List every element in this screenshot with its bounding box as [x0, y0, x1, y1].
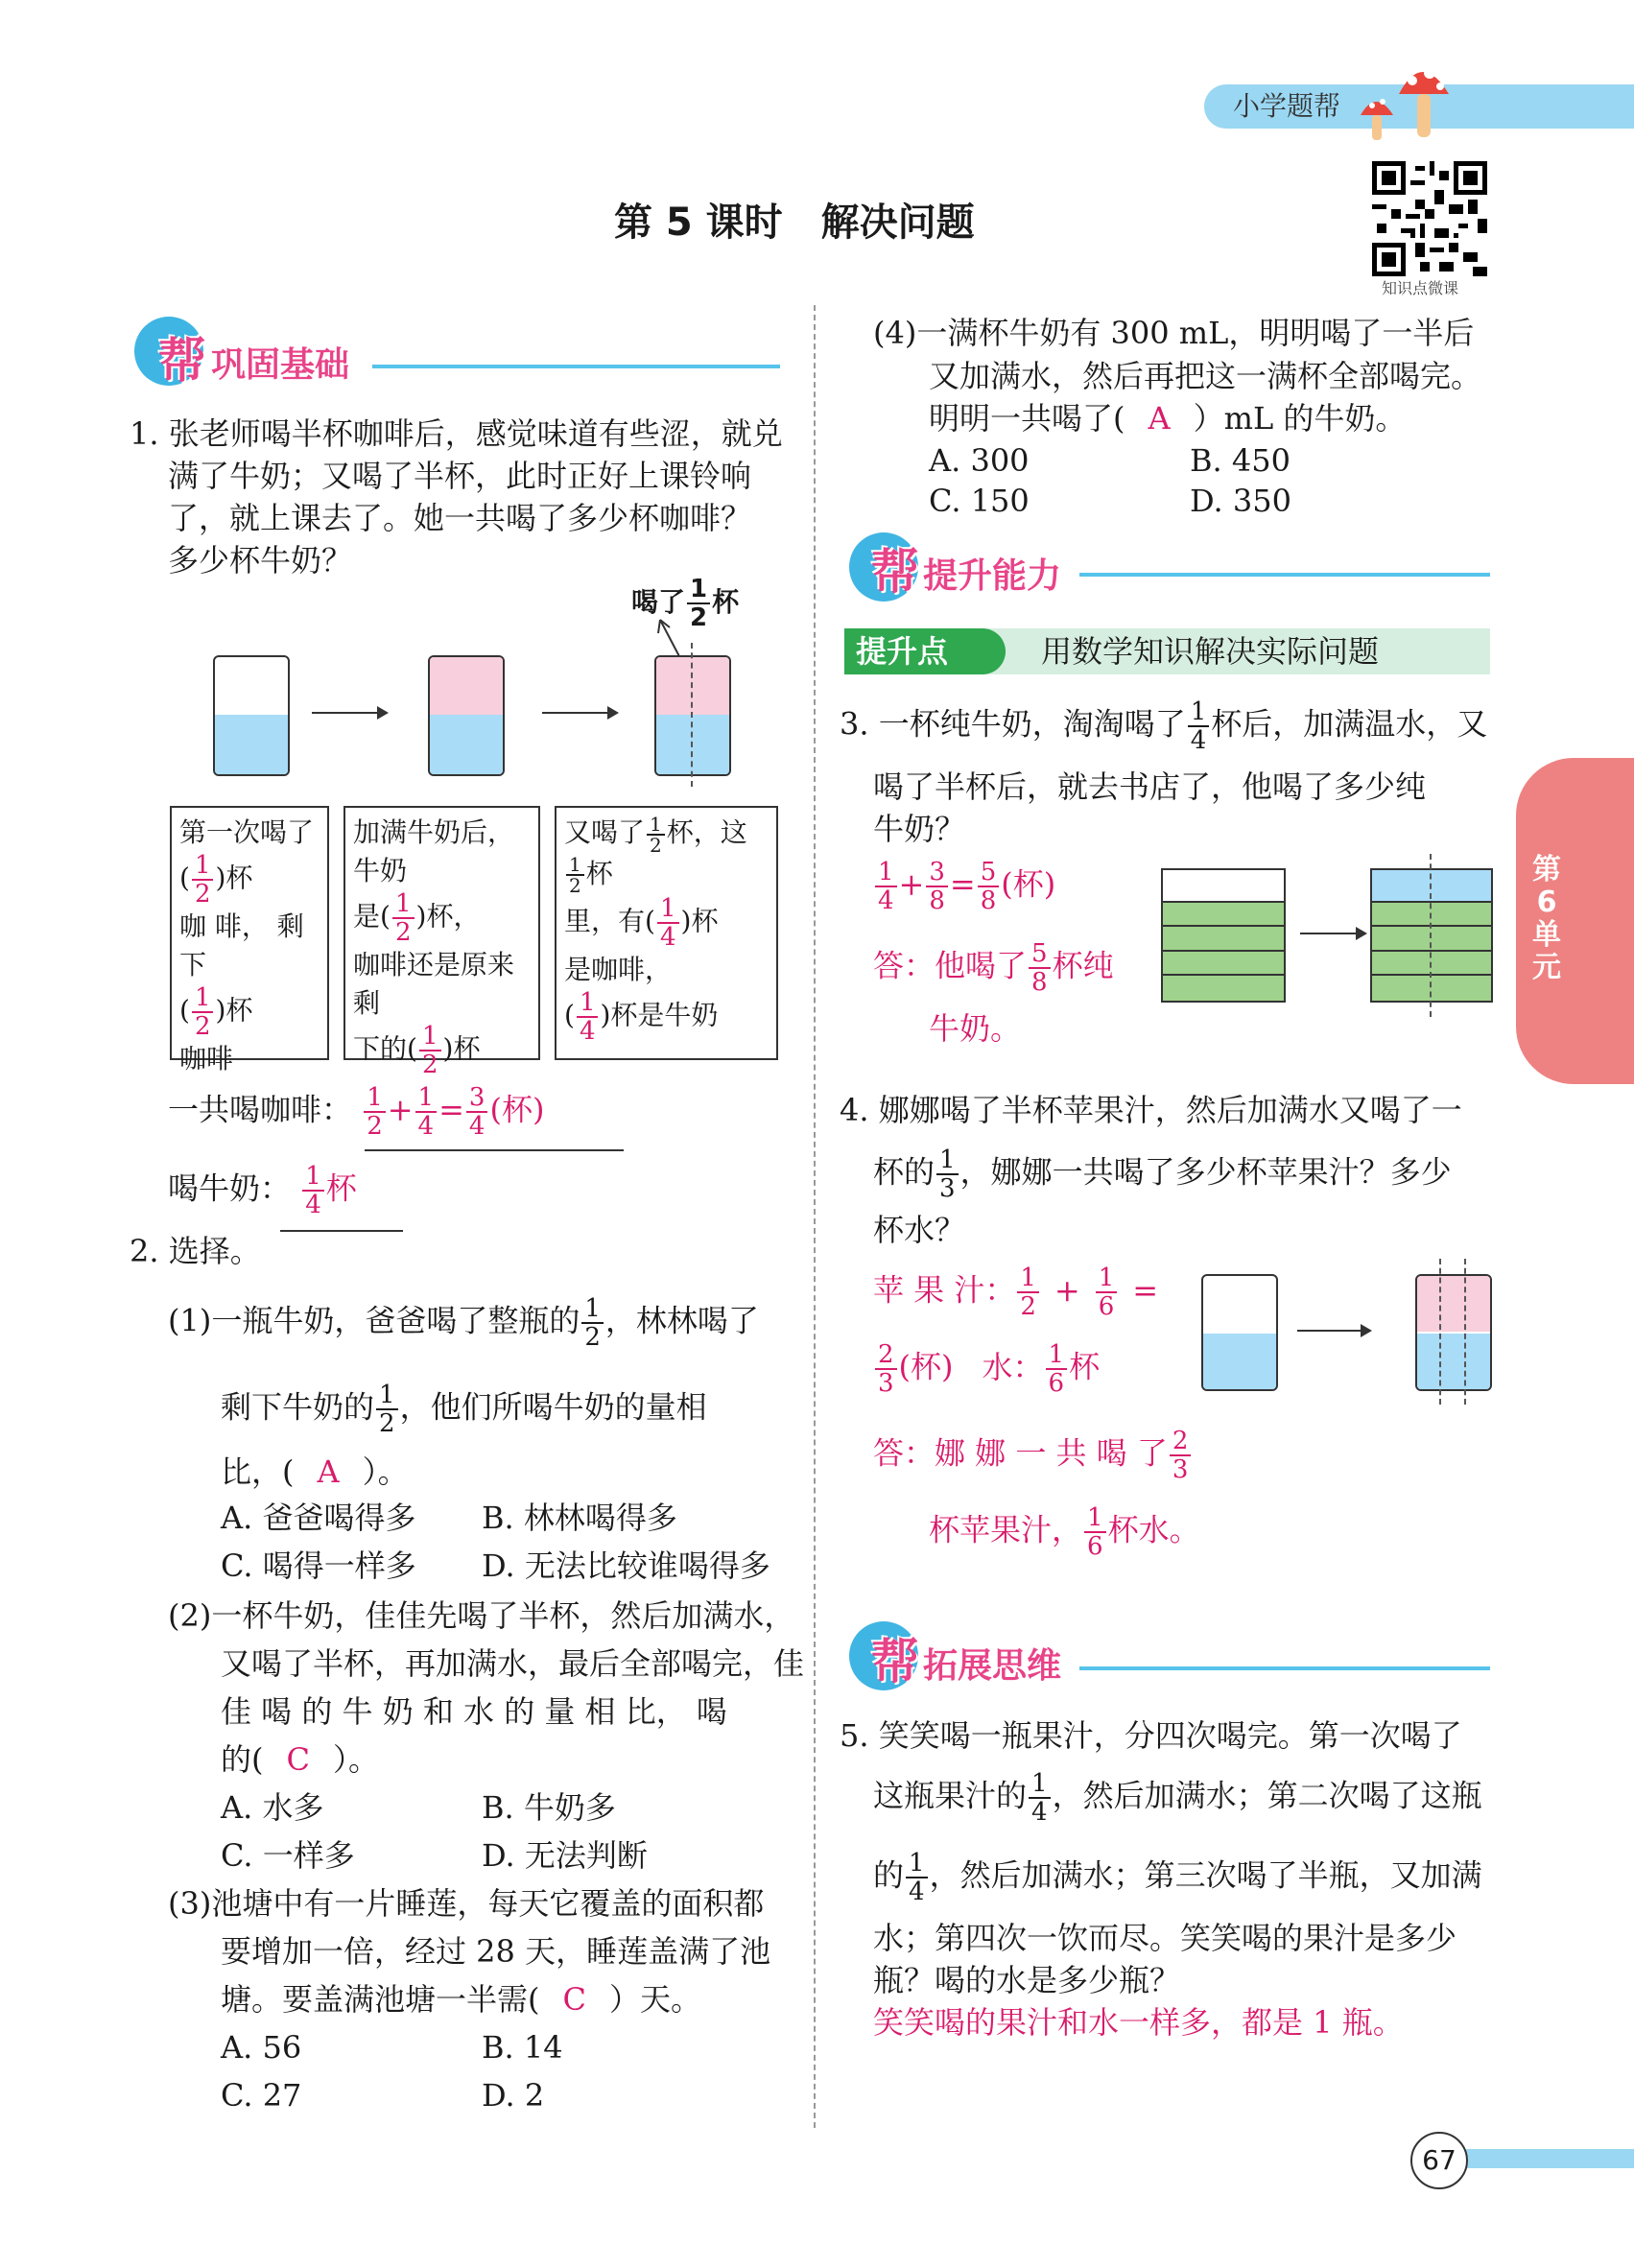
- q4-line: 4. 娜娜喝了半杯苹果汁，然后加满水又喝了一: [840, 1092, 1462, 1128]
- q3-line: 牛奶？: [873, 811, 966, 847]
- section-title-consolidate: 巩固基础: [211, 345, 350, 385]
- arrow: [1297, 1330, 1370, 1332]
- cup-drank-half: [654, 655, 731, 776]
- q2-p2-line: 又喝了半杯，再加满水，最后全部喝完，佳: [221, 1645, 805, 1682]
- arrow: [312, 712, 387, 714]
- q5-line: 水；第四次一饮而尽。笑笑喝的果汁是多少: [873, 1920, 1457, 1956]
- q2-p2-line: 佳 喝 的 牛 奶 和 水 的 量 相 比， 喝: [221, 1693, 727, 1730]
- explain-box-2: 加满牛奶后，牛奶 是( $\frac{1}{2}$ )杯， 咖啡还是原来剩 下的( $\frac{1}{2}$ )杯: [343, 806, 540, 1060]
- section-title-improve: 提升能力: [923, 556, 1062, 596]
- q5-answer: 笑笑喝的果汁和水一样多，都是 1 瓶。: [873, 2004, 1404, 2041]
- split-line: [1430, 854, 1432, 1017]
- option: B. 林林喝得多: [482, 1500, 677, 1536]
- mushroom-icon: [1343, 56, 1468, 147]
- q3-line: 3. 一杯纯牛奶，淘淘喝了 $\frac{1}{4}$ 杯后，加满温水，又: [840, 697, 1488, 755]
- q2-title: 2. 选择。: [130, 1233, 261, 1269]
- column-divider: [814, 305, 816, 2128]
- juice-cup-after: [1415, 1274, 1492, 1391]
- q2-p1-line: 比，( A ）。: [221, 1453, 409, 1490]
- section-bang: 帮: [158, 333, 206, 389]
- section-title-expand: 拓展思维: [923, 1646, 1062, 1686]
- q1-line: 1. 张老师喝半杯咖啡后，感觉味道有些涩，就兑: [130, 415, 783, 452]
- q5-line: 的 $\frac{1}{4}$ ，然后加满水；第三次喝了半瓶，又加满: [873, 1849, 1482, 1906]
- option: C. 150: [929, 483, 1030, 519]
- unit-tab-label: 第 6 单 元: [1532, 853, 1561, 984]
- q2-p3-line: (3)池塘中有一片睡莲，每天它覆盖的面积都: [168, 1885, 765, 1922]
- q2-p3-line: 要增加一倍，经过 28 天，睡莲盖满了池: [221, 1933, 771, 1970]
- q2-p4-line: 明明一共喝了( A ）mL 的牛奶。: [929, 400, 1407, 437]
- q2-p4-line: (4)一满杯牛奶有 300 mL，明明喝了一半后: [873, 315, 1475, 351]
- qr-caption: 知识点微课: [1382, 279, 1459, 297]
- option: A. 爸爸喝得多: [221, 1500, 416, 1536]
- cup-coffee-half: [213, 655, 290, 776]
- option: A. 56: [221, 2029, 302, 2066]
- section-bang: 帮: [871, 544, 919, 600]
- option: B. 450: [1190, 442, 1291, 479]
- q5-line: 5. 笑笑喝一瓶果汁，分四次喝完。第一次喝了: [840, 1717, 1462, 1754]
- tisheng-text: 用数学知识解决实际问题: [1041, 633, 1380, 670]
- q1-line: 了，就上课去了。她一共喝了多少杯咖啡？: [168, 500, 752, 536]
- q5-line: 这瓶果汁的 $\frac{1}{4}$ ，然后加满水；第二次喝了这瓶: [873, 1769, 1482, 1827]
- page-title: 第 5 课时 解决问题: [614, 201, 975, 245]
- section-line: [372, 365, 780, 368]
- option: B. 14: [482, 2029, 563, 2066]
- q4-juice-eq: 苹 果 汁： $\frac{1}{2}$ + $\frac{1}{6}$ =: [873, 1264, 1159, 1321]
- option: B. 牛奶多: [482, 1789, 616, 1826]
- brand-label: 小学题帮: [1233, 90, 1341, 122]
- option: A. 水多: [221, 1789, 324, 1826]
- split-line: [1439, 1259, 1441, 1405]
- q2-p2-line: (2)一杯牛奶，佳佳先喝了半杯，然后加满水，: [168, 1597, 795, 1634]
- milk-diagram-after: [1370, 868, 1493, 1003]
- q1-line: 多少杯牛奶？: [168, 542, 353, 579]
- q3-line: 喝了半杯后，就去书店了，他喝了多少纯: [873, 768, 1427, 805]
- total-coffee-row: 一共喝咖啡： $\frac{1}{2}$ + $\frac{1}{4}$ = $\frac{3}{4}$ (杯): [168, 1083, 545, 1141]
- footer-bar: [1439, 2149, 1634, 2168]
- q2-p3-line: 塘。要盖满池塘一半需( C ）天。: [221, 1981, 701, 2018]
- split-line: [1464, 1259, 1466, 1405]
- q3-equation: $\frac{1}{4}$ + $\frac{3}{8}$ = $\frac{5}{8}$ (杯): [873, 859, 1055, 914]
- drank-half-label: 喝了 $\frac{1}{2}$ 杯: [631, 575, 740, 632]
- option: C. 喝得一样多: [221, 1547, 416, 1584]
- option: D. 350: [1190, 483, 1291, 519]
- q4-answer: 杯苹果汁， $\frac{1}{6}$ 杯水。: [929, 1503, 1200, 1561]
- qr-code[interactable]: [1372, 161, 1487, 276]
- q3-answer: 牛奶。: [929, 1010, 1022, 1047]
- q5-line: 瓶？喝的水是多少瓶？: [873, 1962, 1181, 1998]
- milk-diagram-before: [1161, 868, 1286, 1003]
- cup-milk-filled: [428, 655, 505, 776]
- q1-line: 满了牛奶；又喝了半杯，此时正好上课铃响: [168, 458, 752, 494]
- q4-juice-result: $\frac{2}{3}$ (杯) 水： $\frac{1}{6}$ 杯: [873, 1341, 1100, 1397]
- juice-cup-before: [1201, 1274, 1278, 1391]
- milk-row: 喝牛奶： $\frac{1}{4}$ 杯: [168, 1162, 357, 1219]
- section-line: [1079, 1666, 1490, 1670]
- q4-answer: 答：娜 娜 一 共 喝 了 $\frac{2}{3}$: [873, 1428, 1193, 1483]
- option: D. 2: [482, 2077, 545, 2114]
- q4-line: 杯水？: [873, 1212, 966, 1248]
- section-bang: 帮: [871, 1634, 919, 1689]
- q2-p1-line: (1)一瓶牛奶，爸爸喝了整瓶的 $\frac{1}{2}$ ，林林喝了: [168, 1294, 759, 1352]
- q3-answer: 答：他喝了 $\frac{5}{8}$ 杯纯: [873, 939, 1114, 997]
- option: C. 一样多: [221, 1837, 355, 1874]
- arrow: [542, 712, 617, 714]
- answer-underline: [365, 1149, 624, 1151]
- page-number: 67: [1410, 2132, 1468, 2189]
- explain-box-3: 又喝了 $\frac{1}{2}$ 杯，这 $\frac{1}{2}$ 杯 里，有( $\frac{1}{4}$ )杯 是咖啡， ( $\frac{1}{4}$ )杯是牛奶: [555, 806, 778, 1060]
- tisheng-label: 提升点: [856, 633, 949, 670]
- q2-p2-line: 的( C ）。: [221, 1741, 379, 1778]
- option: D. 无法判断: [482, 1837, 648, 1874]
- cup-split-line: [691, 643, 693, 787]
- option: C. 27: [221, 2077, 302, 2114]
- explain-box-1: 第一次喝了 ( $\frac{1}{2}$ )杯 咖 啡， 剩 下 ( $\frac{1}{2}$ )杯 咖啡: [170, 806, 329, 1060]
- option: D. 无法比较谁喝得多: [482, 1547, 770, 1584]
- section-line: [1079, 573, 1490, 577]
- q4-line: 杯的 $\frac{1}{3}$ ，娜娜一共喝了多少杯苹果汁？多少: [873, 1146, 1452, 1203]
- option: A. 300: [929, 442, 1030, 479]
- answer-underline: [280, 1230, 403, 1232]
- q2-p4-line: 又加满水，然后再把这一满杯全部喝完。: [929, 358, 1482, 394]
- arrow: [1300, 933, 1365, 934]
- q2-p1-line: 剩下牛奶的 $\frac{1}{2}$ ，他们所喝牛奶的量相: [221, 1381, 707, 1438]
